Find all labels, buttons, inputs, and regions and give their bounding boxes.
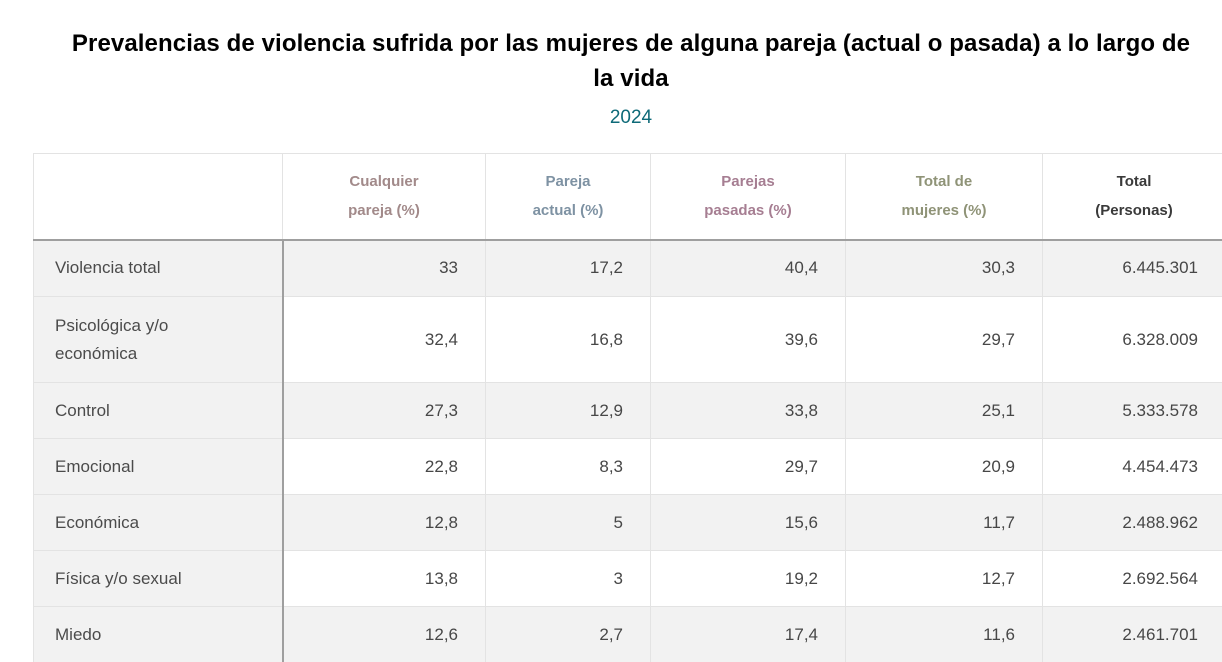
cell-value: 27,3 — [283, 383, 486, 439]
cell-value: 32,4 — [283, 297, 486, 383]
header-line: pareja (%) — [348, 202, 420, 220]
cell-value: 16,8 — [486, 297, 651, 383]
cell-value: 29,7 — [846, 297, 1043, 383]
header-line: Pareja — [545, 173, 591, 191]
row-label: Violencia total — [34, 240, 283, 297]
header-line: mujeres (%) — [901, 202, 987, 220]
column-header-parejas-pasadas — [651, 154, 846, 240]
header-line: Cualquier — [349, 173, 419, 191]
column-header-empty — [34, 154, 283, 240]
table-row — [34, 240, 1222, 297]
cell-value: 29,7 — [651, 439, 846, 495]
cell-value: 2,7 — [486, 607, 651, 662]
cell-value: 3 — [486, 551, 651, 607]
cell-value: 17,2 — [486, 240, 651, 297]
cell-value: 8,3 — [486, 439, 651, 495]
cell-value: 6.445.301 — [1043, 240, 1222, 297]
cell-value: 22,8 — [283, 439, 486, 495]
row-label: Física y/o sexual — [34, 551, 283, 607]
column-header-cualquier-pareja — [283, 154, 486, 240]
header-line: pasadas (%) — [704, 202, 792, 220]
column-header-total-personas — [1043, 154, 1222, 240]
content-canvas — [0, 26, 1222, 662]
row-label: Emocional — [34, 439, 283, 495]
cell-value: 33 — [283, 240, 486, 297]
cell-value: 12,7 — [846, 551, 1043, 607]
cell-value: 5 — [486, 495, 651, 551]
table-row — [34, 383, 1222, 439]
table-row — [34, 551, 1222, 607]
table-row — [34, 607, 1222, 662]
row-label: Psicológica y/o económica — [34, 297, 283, 383]
cell-value: 2.692.564 — [1043, 551, 1222, 607]
cell-value: 15,6 — [651, 495, 846, 551]
page-title: Prevalencias de violencia sufrida por las mujeres de alguna pareja (actual o pasada) a lo largo de la vida — [71, 30, 1191, 92]
row-label: Económica — [34, 495, 283, 551]
cell-value: 6.328.009 — [1043, 297, 1222, 383]
cell-value: 17,4 — [651, 607, 846, 662]
cell-value: 33,8 — [651, 383, 846, 439]
cell-value: 40,4 — [651, 240, 846, 297]
cell-value: 2.461.701 — [1043, 607, 1222, 662]
cell-value: 11,7 — [846, 495, 1043, 551]
header-line: Parejas — [721, 173, 775, 191]
header-line: Total de — [915, 173, 973, 191]
cell-value: 12,6 — [283, 607, 486, 662]
cell-value: 39,6 — [651, 297, 846, 383]
table-body — [34, 240, 1222, 662]
column-header-total-mujeres — [846, 154, 1043, 240]
header-row — [34, 154, 1222, 240]
cell-value: 12,9 — [486, 383, 651, 439]
cell-value: 13,8 — [283, 551, 486, 607]
column-header-pareja-actual — [486, 154, 651, 240]
header-line: Total — [1116, 173, 1152, 191]
cell-value: 5.333.578 — [1043, 383, 1222, 439]
cell-value: 12,8 — [283, 495, 486, 551]
prevalence-table — [33, 153, 1222, 662]
cell-value: 25,1 — [846, 383, 1043, 439]
row-label: Control — [34, 383, 283, 439]
cell-value: 20,9 — [846, 439, 1043, 495]
year-subtitle: 2024 — [609, 107, 653, 128]
table-row — [34, 297, 1222, 383]
row-label: Miedo — [34, 607, 283, 662]
header-line: (Personas) — [1095, 202, 1173, 220]
cell-value: 19,2 — [651, 551, 846, 607]
header-line: actual (%) — [532, 202, 604, 220]
table-row — [34, 495, 1222, 551]
cell-value: 2.488.962 — [1043, 495, 1222, 551]
cell-value: 4.454.473 — [1043, 439, 1222, 495]
cell-value: 11,6 — [846, 607, 1043, 662]
table-row — [34, 439, 1222, 495]
table-header — [34, 154, 1222, 240]
cell-value: 30,3 — [846, 240, 1043, 297]
